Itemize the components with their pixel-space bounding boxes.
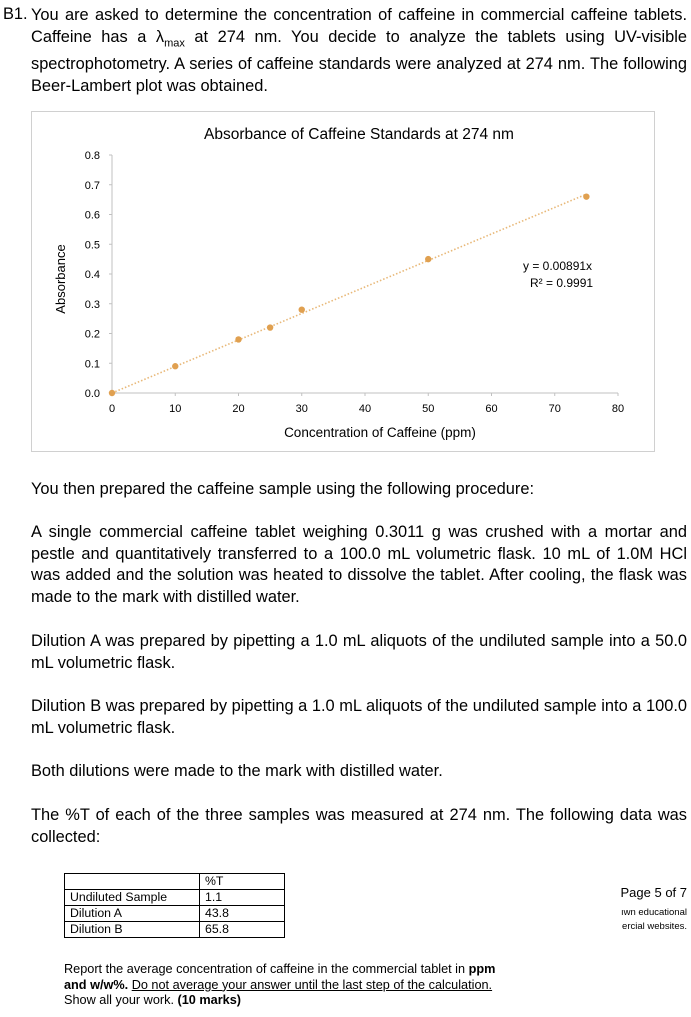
y-tick-label: 0.7 xyxy=(84,179,100,192)
table-row xyxy=(65,890,285,906)
y-tick-label: 0.3 xyxy=(84,298,100,311)
procedure-tablet: A single commercial caffeine tablet weighing 0.3011 g was crushed with a mortar and pestle and quantitatively transferred to a 100.0 mL volumetric flask. 10 mL of 1.0M HCl was added and the solution was heated to dissolve the tablet. After cooling, the flask was made to the mark with distilled water. xyxy=(31,523,687,606)
question-intro xyxy=(31,5,687,98)
report-warning: Do not average your answer until the last step of the calculation. xyxy=(131,977,493,992)
table-header-cell xyxy=(65,874,200,890)
data-point xyxy=(583,193,589,199)
chart-title: Absorbance of Caffeine Standards at 274 nm xyxy=(204,126,514,143)
report-marks: (10 marks) xyxy=(177,993,242,1007)
report-unit-ww: and w/w%. xyxy=(64,977,129,992)
y-axis-label: Absorbance xyxy=(53,244,68,314)
x-tick-label: 80 xyxy=(611,403,625,415)
intro-start: You are asked to determine the concentration of caffeine in commercial caffeine tablets. Caffeine has a xyxy=(31,6,687,46)
data-point xyxy=(267,324,273,330)
page-number: Page 5 of 7 xyxy=(620,885,687,900)
data-point xyxy=(172,363,178,369)
table-row xyxy=(65,922,285,938)
x-tick-label: 30 xyxy=(295,403,308,415)
chart-svg xyxy=(32,112,656,453)
report-show-work: Show all your work. xyxy=(64,993,178,1007)
trendline xyxy=(112,194,586,393)
table-cell-value: 1.1 xyxy=(200,890,285,906)
table-cell-label: Undiluted Sample xyxy=(65,890,200,906)
r-squared-label: R² = 0.9991 xyxy=(530,276,594,290)
x-tick-label: 60 xyxy=(485,403,498,415)
table-cell-value: 43.8 xyxy=(200,906,285,922)
lambda-subscript: max xyxy=(164,36,185,49)
side-note-line-1: ıwn educational xyxy=(620,907,687,918)
y-tick-label: 0.6 xyxy=(84,209,100,222)
report-instructions xyxy=(64,962,584,1009)
report-unit-ppm: ppm xyxy=(468,962,496,976)
procedure-dilution-b: Dilution B was prepared by pipetting a 1.0 mL aliquots of the undiluted sample into a 100.0 mL volumetric flask. xyxy=(31,697,687,737)
report-line-3 xyxy=(64,993,584,1009)
procedure-lead: You then prepared the caffeine sample using the following procedure: xyxy=(31,480,534,498)
report-text: Report the average concentration of caffeine in the commercial tablet in xyxy=(64,962,469,976)
x-tick-label: 10 xyxy=(169,403,182,415)
table-cell-value: 65.8 xyxy=(200,922,285,938)
procedure-dilution-a: Dilution A was prepared by pipetting a 1.0 mL aliquots of the undiluted sample into a 50.0 mL volumetric flask. xyxy=(31,632,687,672)
beer-lambert-chart xyxy=(31,111,655,452)
report-line-2 xyxy=(64,978,584,994)
transmittance-table xyxy=(64,873,285,938)
report-line-1 xyxy=(64,962,584,978)
y-tick-label: 0.0 xyxy=(84,388,100,400)
x-tick-label: 0 xyxy=(108,403,116,415)
table-cell-label: Dilution A xyxy=(65,906,200,922)
y-tick-label: 0.5 xyxy=(84,239,100,252)
x-axis-label: Concentration of Caffeine (ppm) xyxy=(284,425,476,440)
table-row xyxy=(65,906,285,922)
data-point xyxy=(109,390,115,396)
x-tick-label: 70 xyxy=(548,403,561,415)
table-cell-label: Dilution B xyxy=(65,922,200,938)
y-tick-label: 0.8 xyxy=(84,150,100,162)
y-tick-label: 0.4 xyxy=(84,269,100,281)
equation-label: y = 0.00891x xyxy=(523,259,593,273)
procedure-measured: The %T of each of the three samples was measured at 274 nm. The following data was collected: xyxy=(31,806,687,846)
lambda-symbol: λ xyxy=(155,27,165,46)
table-header-cell: %T xyxy=(200,874,285,890)
data-point xyxy=(425,256,431,262)
y-tick-label: 0.2 xyxy=(84,328,100,341)
question-number: B1. xyxy=(3,5,28,23)
x-tick-label: 50 xyxy=(422,403,435,415)
data-point xyxy=(299,307,305,313)
y-tick-label: 0.1 xyxy=(84,358,100,371)
x-tick-label: 40 xyxy=(358,403,372,415)
procedure-both: Both dilutions were made to the mark with distilled water. xyxy=(31,762,443,780)
x-tick-label: 20 xyxy=(232,403,245,415)
table-header-row xyxy=(65,874,285,890)
data-point xyxy=(235,336,241,342)
side-note-line-2: ercial websites. xyxy=(622,921,687,932)
intro-end: at 274 nm. You decide to analyze the tablets using UV-visible spectrophotometry. A series of caffeine standards were analyzed at 274 nm. The following Beer-Lambert plot was obtained. xyxy=(31,27,687,96)
